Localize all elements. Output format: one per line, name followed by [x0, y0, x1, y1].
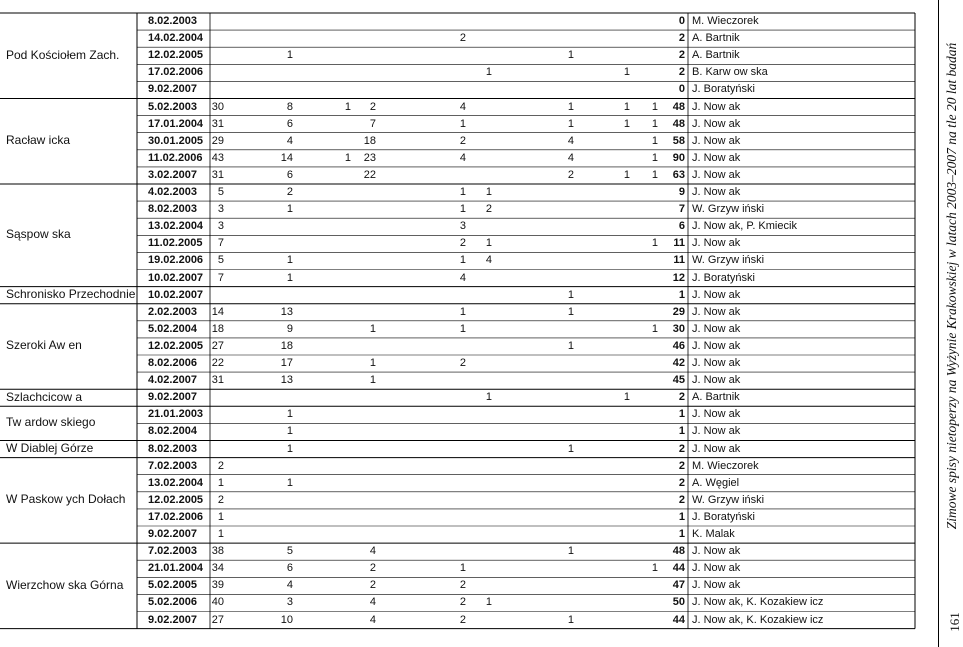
species-count: 1 [623, 66, 630, 79]
row-observer: M. Wieczorek [692, 15, 759, 27]
species-count: 5 [286, 545, 293, 558]
row-observer: J. Now ak [692, 425, 741, 438]
row-date: 11.02.2005 [148, 237, 203, 250]
row-observer: A. Węgiel [692, 476, 740, 489]
running-title-text: Zimowe spisy nietoperzy na Wyżynie Krakowskiej w latach 2003–2007 na tle 20 lat badań [944, 42, 959, 530]
species-count: 1 [459, 254, 466, 267]
species-count: 1 [485, 66, 492, 79]
row-total: 1 [678, 528, 685, 540]
row-date: 8.02.2003 [148, 203, 197, 216]
species-count: 1 [217, 528, 224, 540]
species-count: 14 [211, 305, 224, 318]
species-count: 2 [459, 357, 466, 369]
row-observer: B. Karw ow ska [692, 66, 768, 79]
species-count: 31 [211, 374, 224, 387]
row-date: 5.02.2003 [148, 100, 197, 113]
row-date: 9.02.2007 [148, 613, 197, 626]
row-observer: J. Now ak [692, 408, 741, 421]
row-total: 2 [678, 66, 685, 79]
species-count: 1 [286, 271, 293, 284]
row-observer: J. Now ak [692, 322, 741, 335]
species-count: 14 [280, 151, 293, 164]
species-count: 34 [211, 562, 224, 575]
species-count: 18 [280, 339, 293, 352]
row-date: 9.02.2007 [148, 83, 197, 96]
species-count: 1 [459, 203, 466, 216]
species-count: 1 [651, 117, 658, 130]
species-count: 1 [623, 391, 630, 404]
species-count: 1 [369, 374, 376, 387]
location-name: W Paskow ych Dołach [6, 492, 126, 507]
species-count: 1 [286, 49, 293, 62]
row-date: 17.01.2004 [148, 117, 204, 130]
species-count: 1 [459, 117, 466, 130]
row-total: 2 [678, 459, 685, 472]
species-count: 2 [459, 237, 466, 250]
species-count: 2 [217, 493, 224, 506]
row-observer: J. Boratyński [692, 510, 755, 523]
row-date: 8.02.2003 [148, 15, 197, 27]
species-count: 7 [369, 117, 376, 130]
row-observer: J. Now ak [692, 117, 741, 130]
species-count: 17 [280, 357, 293, 369]
species-count: 18 [363, 134, 376, 147]
row-total: 58 [672, 134, 685, 147]
species-count: 1 [286, 442, 293, 455]
row-total: 2 [678, 49, 685, 62]
row-total: 2 [678, 391, 685, 404]
species-count: 4 [286, 134, 293, 147]
species-count: 1 [651, 100, 658, 113]
row-total: 9 [678, 186, 685, 198]
location-name: Pod Kościołem Zach. [6, 47, 120, 62]
species-count: 5 [217, 186, 224, 198]
location-name: Sąspow ska [6, 227, 71, 242]
row-observer: K. Malak [692, 528, 735, 540]
row-total: 12 [672, 271, 685, 284]
row-observer: J. Now ak [692, 579, 741, 592]
row-date: 9.02.2007 [148, 528, 197, 540]
row-total: 1 [678, 288, 685, 301]
location-name: Racław icka [6, 133, 71, 148]
species-count: 1 [567, 442, 574, 455]
species-count: 1 [286, 476, 293, 489]
species-count: 1 [567, 305, 574, 318]
row-observer: W. Grzyw iński [692, 203, 765, 216]
row-date: 5.02.2006 [148, 596, 197, 609]
row-date: 13.02.2004 [148, 220, 204, 233]
species-count: 1 [567, 117, 574, 130]
species-count: 2 [369, 100, 376, 113]
row-total: 2 [678, 476, 685, 489]
species-count: 1 [217, 476, 224, 489]
row-observer: J. Now ak, P. Kmiecik [692, 220, 797, 233]
species-count: 2 [369, 562, 376, 575]
species-count: 1 [459, 305, 466, 318]
row-observer: J. Now ak [692, 305, 741, 318]
row-observer: J. Now ak [692, 168, 741, 181]
row-total: 90 [672, 151, 685, 164]
row-date: 13.02.2004 [148, 476, 204, 489]
row-observer: J. Now ak [692, 562, 741, 575]
species-count: 4 [459, 100, 466, 113]
species-count: 4 [369, 596, 376, 609]
row-total: 1 [678, 510, 685, 523]
row-date: 7.02.2003 [148, 545, 197, 558]
row-observer: J. Boratyński [692, 271, 755, 284]
row-total: 1 [678, 425, 685, 438]
species-count: 3 [217, 203, 224, 216]
species-count: 1 [485, 391, 492, 404]
species-count: 2 [459, 32, 466, 45]
location-name: Szlachcicow a [6, 389, 83, 404]
row-total: 45 [672, 374, 685, 387]
row-total: 42 [672, 357, 685, 369]
row-total: 11 [673, 237, 685, 250]
row-date: 10.02.2007 [148, 271, 204, 284]
species-count: 1 [567, 339, 574, 352]
species-count: 1 [485, 596, 492, 609]
species-count: 1 [459, 322, 466, 335]
species-count: 23 [363, 151, 376, 164]
row-total: 50 [672, 596, 685, 609]
row-observer: J. Now ak [692, 100, 741, 113]
species-count: 7 [217, 271, 224, 284]
species-count: 1 [651, 134, 658, 147]
row-date: 7.02.2003 [148, 459, 197, 472]
row-observer: J. Now ak [692, 339, 741, 352]
row-date: 8.02.2004 [148, 425, 197, 438]
species-count: 4 [567, 134, 574, 147]
row-total: 0 [678, 15, 685, 27]
row-date: 21.01.2003 [148, 408, 204, 421]
species-count: 2 [485, 203, 492, 216]
species-count: 6 [286, 562, 293, 575]
species-count: 1 [651, 151, 658, 164]
row-date: 12.02.2005 [148, 49, 204, 62]
species-count: 4 [369, 613, 376, 626]
row-total: 30 [672, 322, 685, 335]
row-date: 17.02.2006 [148, 66, 204, 79]
row-date: 12.02.2005 [148, 493, 204, 506]
row-observer: M. Wieczorek [692, 459, 759, 472]
species-count: 1 [286, 203, 293, 216]
row-total: 0 [678, 83, 685, 96]
species-count: 1 [623, 100, 630, 113]
species-count: 31 [211, 168, 224, 181]
species-count: 1 [567, 545, 574, 558]
species-count: 31 [211, 117, 224, 130]
species-count: 38 [211, 545, 224, 558]
species-count: 13 [280, 374, 293, 387]
row-observer: J. Now ak [692, 134, 741, 147]
species-count: 1 [485, 237, 492, 250]
row-total: 2 [678, 442, 685, 455]
row-date: 14.02.2004 [148, 32, 204, 45]
species-count: 5 [217, 254, 224, 267]
row-date: 19.02.2006 [148, 254, 204, 267]
row-date: 9.02.2007 [148, 391, 197, 404]
species-count: 1 [344, 151, 351, 164]
species-count: 2 [369, 579, 376, 592]
species-count: 1 [567, 49, 574, 62]
species-count: 4 [369, 545, 376, 558]
species-count: 27 [211, 613, 224, 626]
row-date: 8.02.2006 [148, 357, 197, 369]
row-date: 4.02.2007 [148, 374, 197, 387]
species-count: 43 [211, 151, 224, 164]
row-observer: J. Now ak [692, 237, 741, 250]
row-observer: W. Grzyw iński [692, 493, 765, 506]
row-total: 48 [672, 117, 685, 130]
species-count: 1 [459, 562, 466, 575]
species-count: 1 [369, 357, 376, 369]
species-count: 2 [567, 168, 574, 181]
row-observer: J. Now ak [692, 151, 741, 164]
row-date: 5.02.2004 [148, 322, 197, 335]
species-count: 4 [459, 271, 466, 284]
row-observer: J. Now ak, K. Kozakiew icz [692, 613, 824, 626]
species-count: 2 [286, 186, 293, 198]
species-count: 1 [485, 186, 492, 198]
species-count: 1 [567, 100, 574, 113]
species-count: 1 [217, 510, 224, 523]
species-count: 1 [369, 322, 376, 335]
species-count: 4 [567, 151, 574, 164]
row-total: 7 [678, 203, 685, 216]
species-count: 2 [459, 134, 466, 147]
species-count: 22 [211, 357, 224, 369]
row-observer: J. Now ak [692, 288, 741, 301]
row-total: 46 [672, 339, 685, 352]
row-date: 3.02.2007 [148, 168, 197, 181]
species-count: 2 [217, 459, 224, 472]
species-count: 40 [211, 596, 224, 609]
row-date: 8.02.2003 [148, 442, 197, 455]
location-name: W Diablej Górze [6, 441, 94, 456]
location-name: Wierzchow ska Górna [6, 577, 124, 592]
location-name: Szeroki Aw en [6, 338, 82, 353]
row-date: 21.01.2004 [148, 562, 204, 575]
species-count: 7 [217, 237, 224, 250]
species-count: 18 [211, 322, 224, 335]
row-total: 6 [678, 220, 685, 233]
species-count: 6 [286, 168, 293, 181]
species-count: 1 [286, 254, 293, 267]
species-count: 3 [286, 596, 293, 609]
species-count: 4 [286, 579, 293, 592]
species-count: 39 [211, 579, 224, 592]
species-count: 8 [286, 100, 293, 113]
row-date: 4.02.2003 [148, 186, 197, 198]
row-date: 2.02.2003 [148, 305, 197, 318]
species-count: 13 [280, 305, 293, 318]
species-count: 2 [459, 579, 466, 592]
species-count: 1 [651, 168, 658, 181]
running-title [942, 16, 962, 556]
species-count: 2 [459, 596, 466, 609]
row-observer: J. Now ak [692, 186, 741, 198]
row-observer: W. Grzyw iński [692, 254, 765, 267]
row-observer: J. Now ak [692, 357, 741, 369]
species-count: 9 [286, 322, 293, 335]
species-count: 1 [623, 117, 630, 130]
species-count: 3 [459, 220, 466, 233]
row-observer: J. Now ak [692, 545, 741, 558]
row-observer: J. Boratyński [692, 83, 755, 96]
row-observer: J. Now ak [692, 374, 741, 387]
row-observer: A. Bartnik [692, 49, 740, 62]
row-date: 17.02.2006 [148, 510, 204, 523]
row-total: 63 [672, 168, 685, 181]
page-number: 161 [946, 612, 962, 632]
species-count: 2 [459, 613, 466, 626]
row-total: 48 [672, 100, 685, 113]
species-count: 1 [286, 408, 293, 421]
row-total: 44 [672, 562, 685, 575]
location-name: Tw ardow skiego [6, 415, 96, 430]
species-count: 1 [459, 186, 466, 198]
species-count: 6 [286, 117, 293, 130]
row-observer: J. Now ak, K. Kozakiew icz [692, 596, 824, 609]
species-count: 27 [211, 339, 224, 352]
species-count: 4 [485, 254, 492, 267]
species-count: 3 [217, 220, 224, 233]
species-count: 4 [459, 151, 466, 164]
row-observer: A. Bartnik [692, 32, 740, 45]
location-name: Schronisko Przechodnie [6, 287, 136, 302]
species-count: 1 [344, 100, 351, 113]
species-count: 1 [286, 425, 293, 438]
row-total: 11 [673, 254, 685, 267]
row-total: 29 [672, 305, 685, 318]
species-count: 30 [211, 100, 224, 113]
species-count: 1 [651, 237, 658, 250]
species-count: 1 [623, 168, 630, 181]
species-count: 1 [567, 613, 574, 626]
species-count: 10 [280, 613, 293, 626]
row-total: 2 [678, 493, 685, 506]
species-count: 22 [363, 168, 376, 181]
row-observer: J. Now ak [692, 442, 741, 455]
row-total: 48 [672, 545, 685, 558]
species-count: 29 [211, 134, 224, 147]
species-count: 1 [651, 562, 658, 575]
row-date: 30.01.2005 [148, 134, 204, 147]
row-total: 44 [672, 613, 685, 626]
row-date: 11.02.2006 [148, 151, 203, 164]
row-total: 1 [678, 408, 685, 421]
row-total: 47 [672, 579, 685, 592]
row-date: 12.02.2005 [148, 339, 204, 352]
row-total: 2 [678, 32, 685, 45]
species-count: 1 [567, 288, 574, 301]
row-date: 5.02.2005 [148, 579, 197, 592]
row-date: 10.02.2007 [148, 288, 204, 301]
species-count: 1 [651, 322, 658, 335]
row-observer: A. Bartnik [692, 391, 740, 404]
